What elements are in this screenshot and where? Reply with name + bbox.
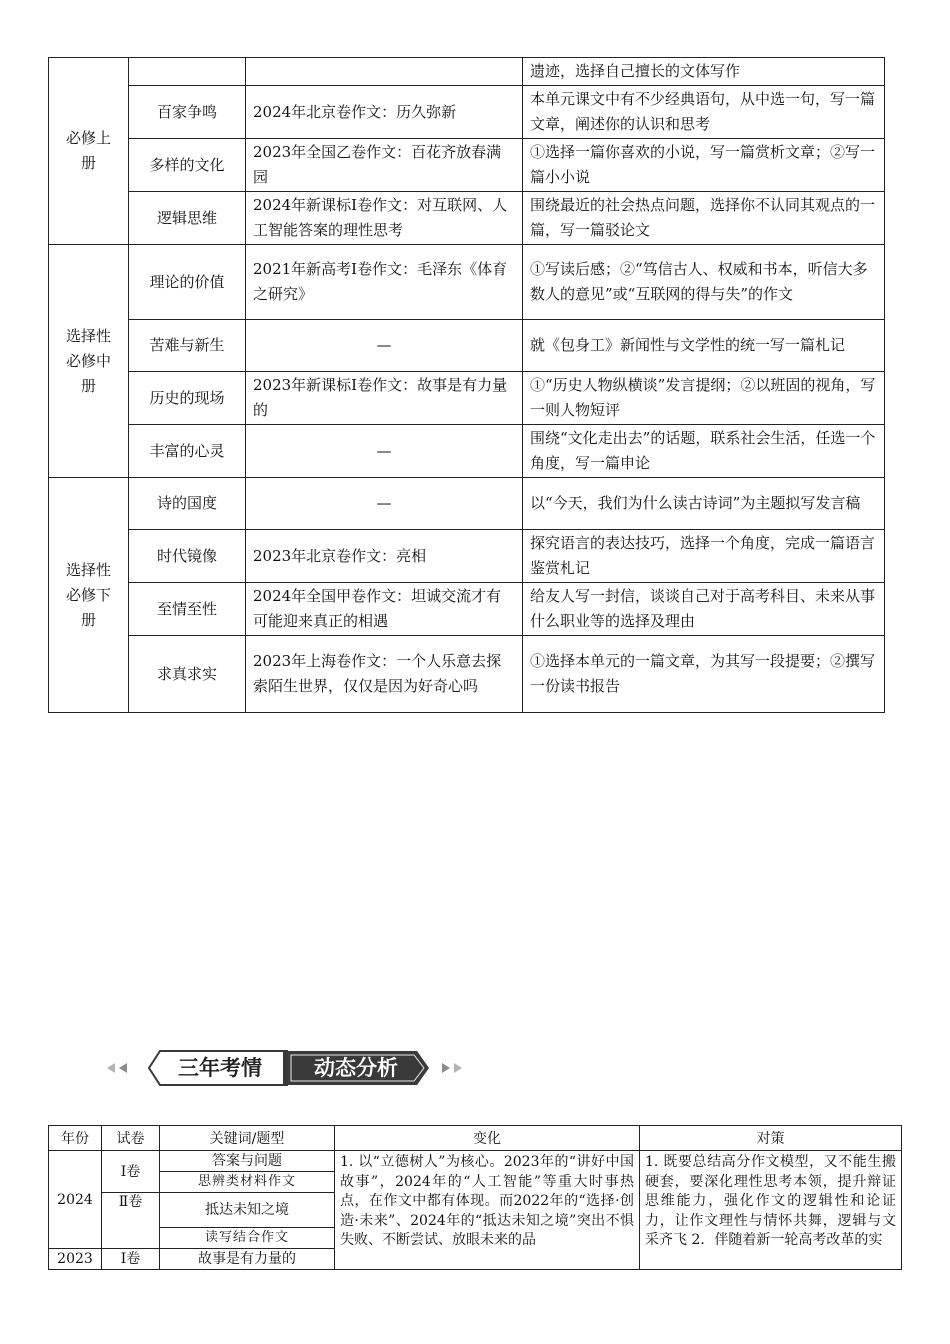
table-row: [49, 478, 885, 530]
keyword-cell: 思辨类材料作文: [160, 1172, 335, 1193]
change-cell: [335, 1151, 640, 1270]
unit-cell: 多样的文化: [129, 139, 246, 192]
table-row: [49, 1151, 902, 1172]
keyword-cell: 抵达未知之境: [160, 1193, 335, 1228]
column-header: 年份: [49, 1126, 102, 1151]
year-cell: 2024: [49, 1151, 102, 1249]
strategy-cell: [640, 1151, 902, 1270]
unit-cell: 百家争鸣: [129, 86, 246, 139]
unit-cell: 求真求实: [129, 636, 246, 713]
task-cell: 以“今天，我们为什么读古诗词”为主题拟写发言稿: [523, 478, 885, 530]
task-cell: 本单元课文中有不少经典语句，从中选一句，写一篇文章，阐述你的认识和思考: [523, 86, 885, 139]
keyword-cell: 故事是有力量的: [160, 1249, 335, 1270]
task-cell: 就《包身工》新闻性与文学性的统一写一篇札记: [523, 320, 885, 372]
unit-cell: [129, 58, 246, 86]
exam-cell: 2024年新课标Ⅰ卷作文：对互联网、人工智能答案的理性思考: [246, 192, 523, 245]
column-header: 对策: [640, 1126, 902, 1151]
task-cell: ①写读后感；②“笃信古人、权威和书本，听信大多数人的意见”或“互联网的得与失”的作文: [523, 245, 885, 320]
banner-right-text: 动态分析: [314, 1056, 398, 1080]
exam-cell: 2023年新课标Ⅰ卷作文：故事是有力量的: [246, 372, 523, 425]
unit-cell: 逻辑思维: [129, 192, 246, 245]
strategy-text: 1. 既要总结高分作文模型，又不能生搬硬套，要深化理性思考本领，提升辩证思维能力，强化作文的逻辑性和论证力，让作文理性与情怀共舞，逻辑与文采齐飞 2．伴随着新一轮高考改革的实: [645, 1154, 896, 1248]
unit-cell: 诗的国度: [129, 478, 246, 530]
section-banner: [105, 1046, 475, 1090]
column-header: 试卷: [102, 1126, 160, 1151]
exam-cell: [246, 58, 523, 86]
exam-cell: 2023年全国乙卷作文：百花齐放春满园: [246, 139, 523, 192]
column-header: 关键词/题型: [160, 1126, 335, 1151]
left-arrow-icon: [107, 1063, 115, 1073]
book-cell: 必修上册: [49, 58, 129, 245]
exam-cell: 2024年北京卷作文：历久弥新: [246, 86, 523, 139]
exam-cell: 2024年全国甲卷作文：坦诚交流才有可能迎来真正的相遇: [246, 583, 523, 636]
task-cell: 围绕最近的社会热点问题，选择你不认同其观点的一篇，写一篇驳论文: [523, 192, 885, 245]
paper-cell: Ⅱ卷: [102, 1193, 160, 1249]
right-arrow-icon: [442, 1063, 450, 1073]
column-header: 变化: [335, 1126, 640, 1151]
right-arrow-icon: [454, 1063, 462, 1073]
textbook-writing-table: [48, 57, 885, 713]
keyword-cell: 读写结合作文: [160, 1228, 335, 1249]
unit-cell: 丰富的心灵: [129, 425, 246, 478]
unit-cell: 至情至性: [129, 583, 246, 636]
table-row: [49, 636, 885, 713]
exam-cell: 2023年上海卷作文：一个人乐意去探索陌生世界，仅仅是因为好奇心吗: [246, 636, 523, 713]
table-row: [49, 58, 885, 86]
unit-cell: 时代镜像: [129, 530, 246, 583]
exam-cell: 2021年新高考Ⅰ卷作文：毛泽东《体育之研究》: [246, 245, 523, 320]
paper-cell: Ⅰ卷: [102, 1151, 160, 1193]
task-cell: ①“历史人物纵横谈”发言提纲；②以班固的视角，写一则人物短评: [523, 372, 885, 425]
keyword-cell: 答案与问题: [160, 1151, 335, 1172]
exam-cell: —: [246, 425, 523, 478]
year-cell: 2023: [49, 1249, 102, 1270]
table-row: [49, 530, 885, 583]
change-text: 1. 以“立德树人”为核心。2023年的“讲好中国故事”，2024年的“人工智能”等重大时事热点，在作文中都有体现。而2022年的“选择·创造·未来”、2024年的“抵达未知之境”突出不惧失败、不断尝试、放眼未来的品: [340, 1154, 634, 1248]
unit-cell: 历史的现场: [129, 372, 246, 425]
task-cell: 遗迹，选择自己擅长的文体写作: [523, 58, 885, 86]
task-cell: 围绕“文化走出去”的话题，联系社会生活，任选一个角度，写一篇申论: [523, 425, 885, 478]
unit-cell: 苦难与新生: [129, 320, 246, 372]
exam-cell: —: [246, 478, 523, 530]
table-row: [49, 192, 885, 245]
book-cell: 选择性必修下册: [49, 478, 129, 713]
task-cell: ①选择一篇你喜欢的小说，写一篇赏析文章；②写一篇小小说: [523, 139, 885, 192]
exam-cell: —: [246, 320, 523, 372]
table-row: [49, 320, 885, 372]
book-cell: 选择性必修中册: [49, 245, 129, 478]
table-row: [49, 372, 885, 425]
table-row: [49, 425, 885, 478]
unit-cell: 理论的价值: [129, 245, 246, 320]
task-cell: 探究语言的表达技巧，选择一个角度，完成一篇语言鉴赏札记: [523, 530, 885, 583]
exam-analysis-table: [48, 1125, 902, 1270]
paper-cell: Ⅰ卷: [102, 1249, 160, 1270]
table-row: [49, 583, 885, 636]
table-row: [49, 86, 885, 139]
banner-left-text: 三年考情: [178, 1056, 262, 1080]
table-header-row: [49, 1126, 902, 1151]
table-row: [49, 245, 885, 320]
exam-cell: 2023年北京卷作文：亮相: [246, 530, 523, 583]
left-arrow-icon: [119, 1063, 127, 1073]
table-row: [49, 139, 885, 192]
task-cell: ①选择本单元的一篇文章，为其写一段提要；②撰写一份读书报告: [523, 636, 885, 713]
task-cell: 给友人写一封信，谈谈自己对于高考科目、未来从事什么职业等的选择及理由: [523, 583, 885, 636]
